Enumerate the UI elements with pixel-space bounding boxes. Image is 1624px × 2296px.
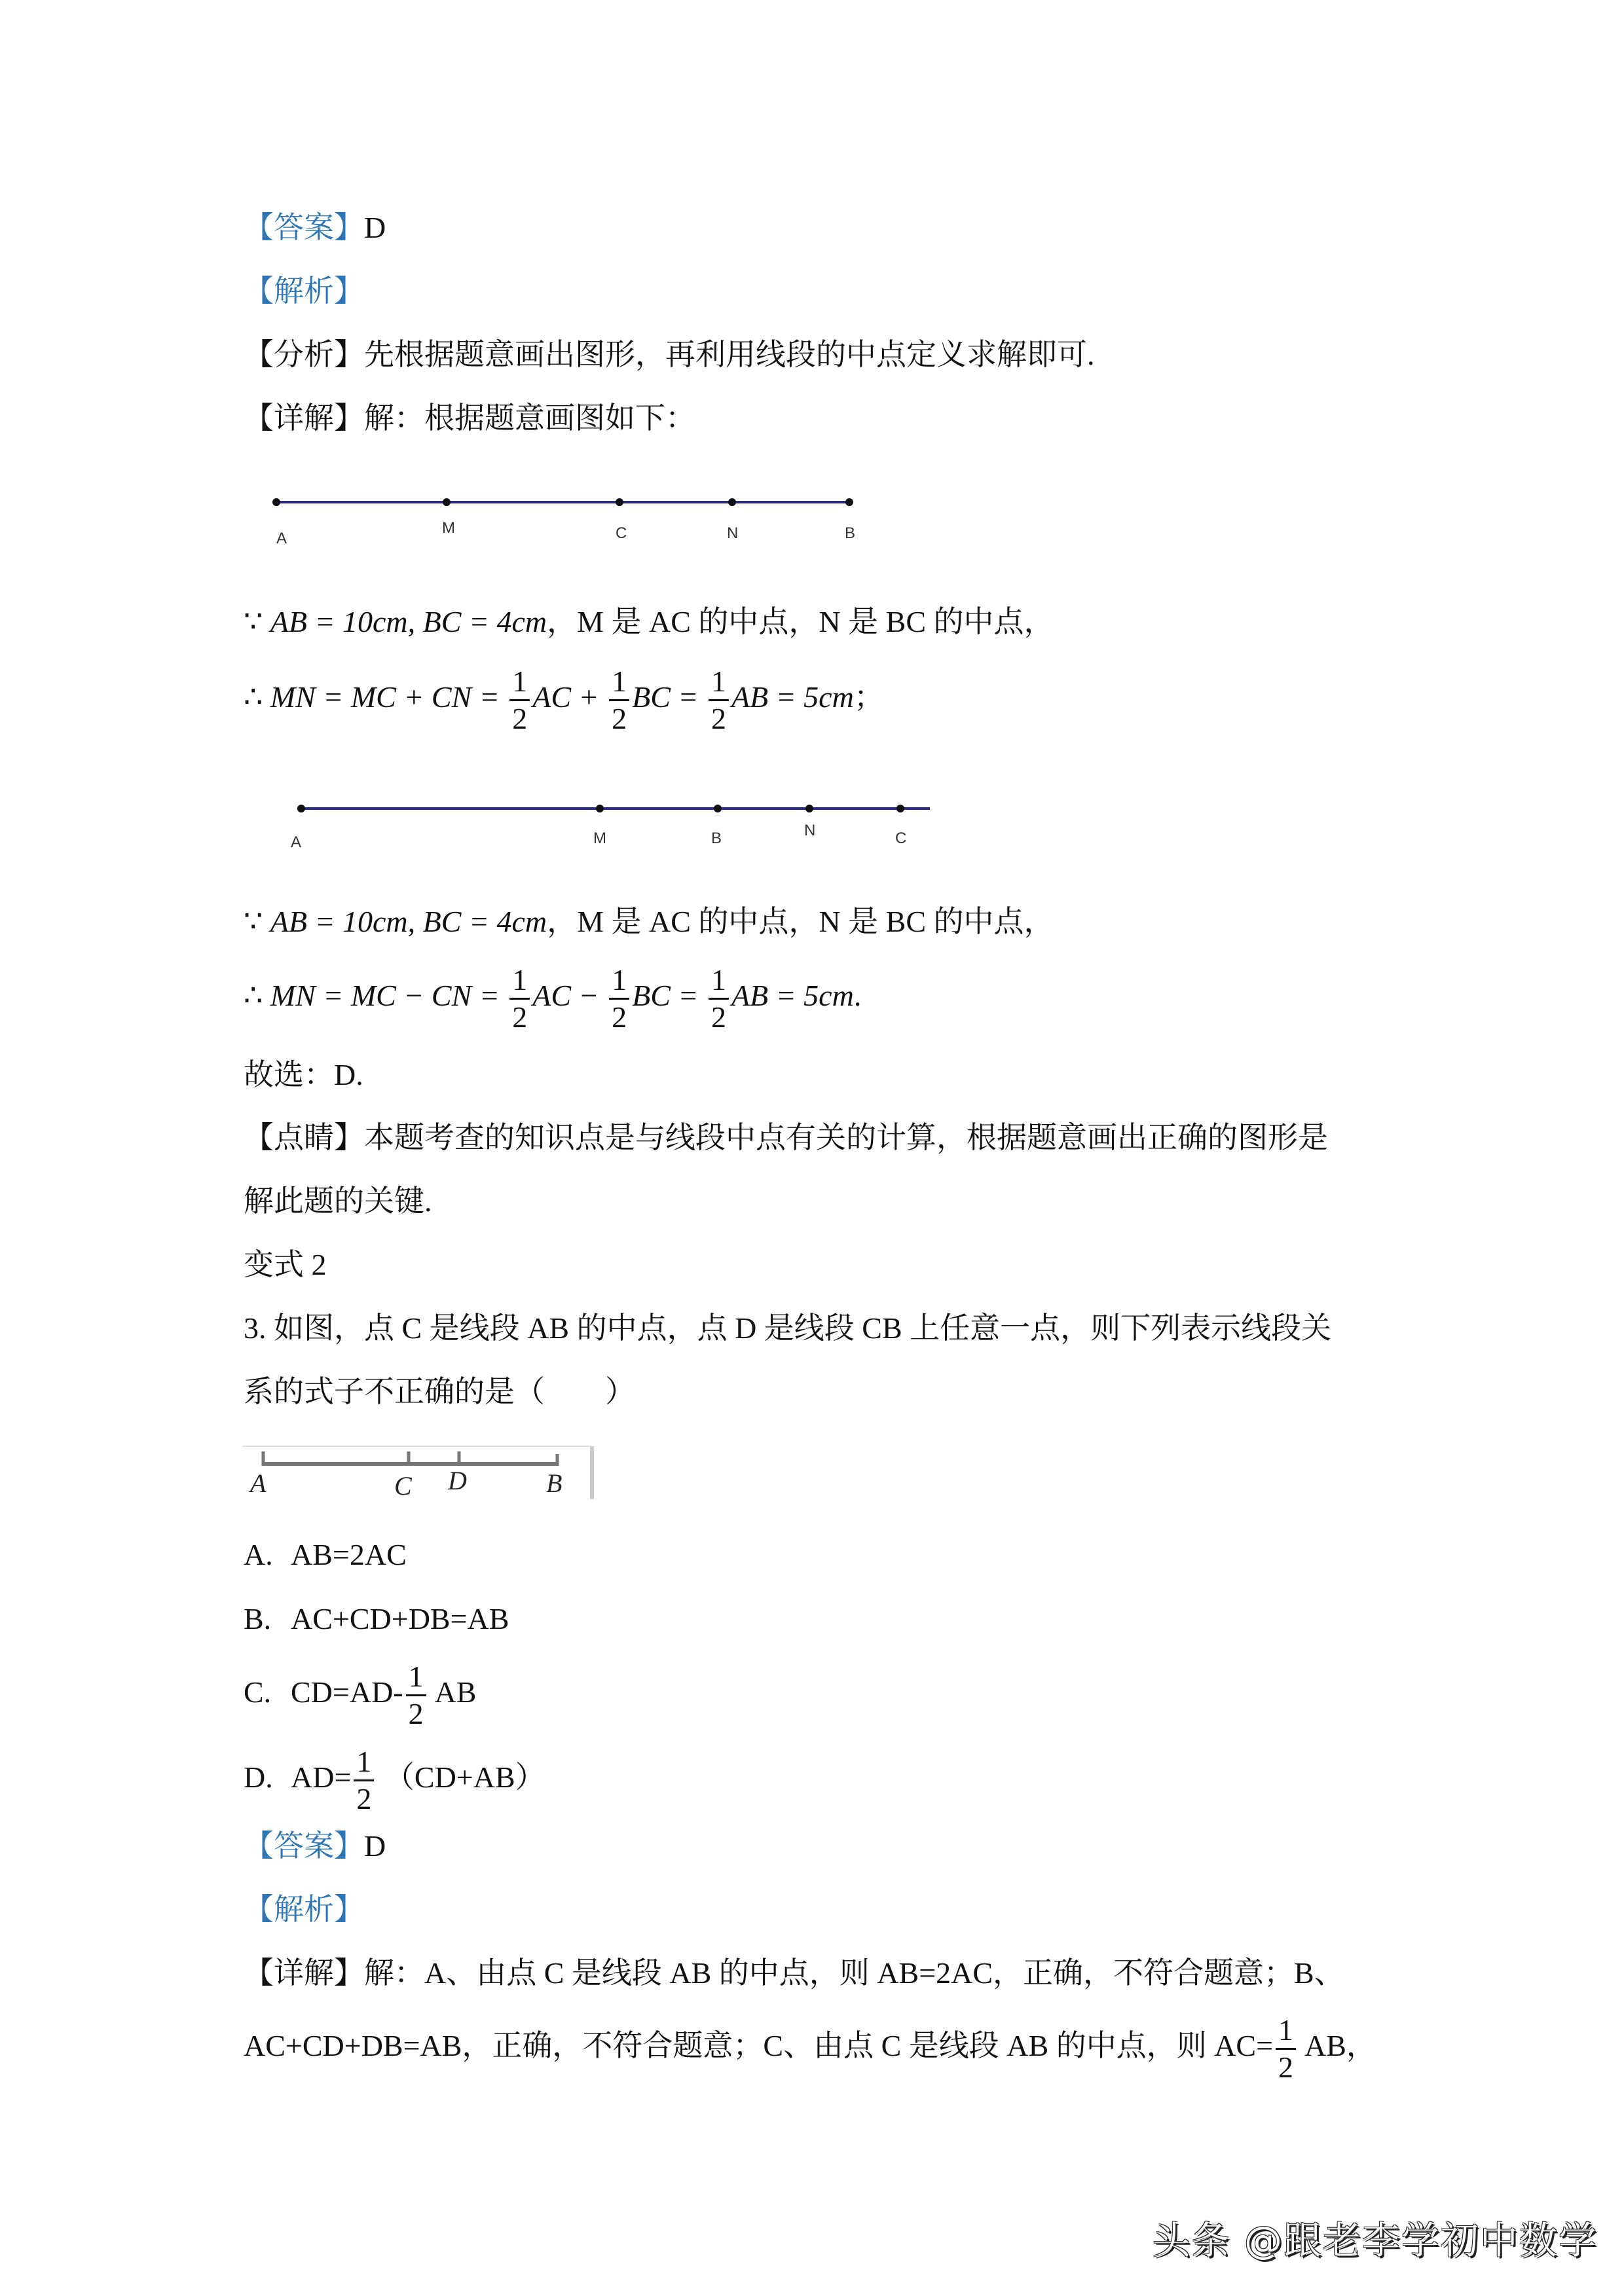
- detail-tag: 【详解】: [244, 1956, 364, 1990]
- segment-figure-1: [262, 478, 891, 550]
- therefore-symbol: ∴: [244, 979, 263, 1012]
- point-label-B: B: [711, 829, 722, 847]
- result-lhs: MN = MC + CN =: [270, 680, 507, 714]
- given-text: ，M 是 AC 的中点，N 是 BC 的中点，: [547, 905, 1054, 938]
- detail-text: 解：A、由点 C 是线段 AB 的中点，则 AB=2AC，正确，不符合题意；B、: [364, 1956, 1344, 1990]
- option-letter: B.: [244, 1602, 272, 1635]
- point-label-D: D: [448, 1466, 467, 1495]
- point-label-A: A: [250, 1468, 267, 1498]
- case2-given: [244, 902, 1054, 941]
- given-formula: AB = 10cm, BC = 4cm: [270, 605, 547, 638]
- option-c: C. CD=AD- $\frac{1}{2}$ AB: [244, 1650, 476, 1735]
- fraction-half: $\frac{1}{2}$: [509, 666, 530, 734]
- fraction-half: $\frac{1}{2}$: [354, 1747, 374, 1814]
- point-label-N: N: [727, 524, 739, 542]
- fenxi-tag: 【分析】: [244, 338, 364, 371]
- answer-tag: 【答案】: [244, 1829, 364, 1863]
- final-choice: 故选：D.: [244, 1058, 363, 1091]
- given-formula: AB = 10cm, BC = 4cm: [270, 905, 547, 938]
- detail-line: [244, 399, 695, 438]
- analysis-tag: 【解析】: [244, 274, 364, 308]
- fraction-half: $\frac{1}{2}$: [609, 965, 629, 1032]
- point-label-M: M: [442, 519, 455, 537]
- variant-detail-line-1: [244, 1954, 1344, 1993]
- fraction-half: $\frac{1}{2}$: [709, 666, 729, 734]
- given-text: ，M 是 AC 的中点，N 是 BC 的中点，: [547, 605, 1054, 638]
- point-label-M: M: [593, 829, 606, 847]
- answer-value: D: [364, 1829, 386, 1863]
- fraction-half: $\frac{1}{2}$: [609, 666, 629, 734]
- variant-detail-line-2: AC+CD+DB=AB，正确，不符合题意；C、由点 C 是线段 AB 的中点，则 AC= $\frac{1}{2}$ AB，: [244, 2013, 1376, 2084]
- question-line-1: 3. 如图，点 C 是线段 AB 的中点，点 D 是线段 CB 上任意一点，则下列表示线段关: [244, 1311, 1332, 1345]
- watermark: 头条 @跟老李学初中数学: [1152, 2218, 1598, 2263]
- fenxi-text: 先根据题意画出图形，再利用线段的中点定义求解即可.: [364, 338, 1095, 371]
- point-label-B: B: [546, 1468, 563, 1498]
- point-label-C: C: [616, 524, 627, 542]
- option-letter: A.: [244, 1538, 273, 1571]
- result-lhs: MN = MC − CN =: [270, 979, 507, 1012]
- variant-title: 变式 2: [244, 1248, 327, 1281]
- dianjing-text: 本题考查的知识点是与线段中点有关的计算，根据题意画出正确的图形是: [364, 1121, 1328, 1154]
- answer-tag: 【答案】: [244, 211, 364, 244]
- option-b: [244, 1599, 509, 1639]
- detail-tag: 【详解】: [244, 401, 364, 435]
- because-symbol: ∵: [244, 605, 263, 638]
- point-label-B: B: [845, 524, 856, 542]
- analysis-heading: [244, 272, 364, 311]
- variant-analysis-heading: [244, 1890, 364, 1929]
- fraction-half: $\frac{1}{2}$: [1276, 2015, 1296, 2083]
- question-line-2: 系的式子不正确的是（ ）: [244, 1375, 635, 1408]
- segment-figure-3: [242, 1444, 609, 1509]
- case1-result: ∴ MN = MC + CN = $\frac{1}{2}$ AC + $\frac{1}{2}$ BC = $\frac{1}{2}$ AB = 5cm；: [244, 664, 884, 735]
- because-symbol: ∵: [244, 905, 263, 938]
- answer-value: D: [364, 211, 386, 244]
- fraction-half: $\frac{1}{2}$: [709, 965, 729, 1032]
- option-text: AC+CD+DB=AB: [291, 1602, 509, 1635]
- fenxi-line: [244, 335, 1095, 374]
- variant-answer-line: [244, 1827, 386, 1866]
- point-label-A: A: [276, 530, 287, 547]
- point-label-N: N: [804, 822, 816, 839]
- therefore-symbol: ∴: [244, 680, 263, 714]
- dianjing-line-1: [244, 1118, 1328, 1157]
- fraction-half: $\frac{1}{2}$: [509, 965, 530, 1032]
- point-label-C: C: [394, 1471, 412, 1501]
- case2-result: ∴ MN = MC − CN = $\frac{1}{2}$ AC − $\frac{1}{2}$ BC = $\frac{1}{2}$ AB = 5cm.: [244, 962, 862, 1034]
- point-label-C: C: [895, 829, 907, 847]
- answer-line: [244, 208, 386, 247]
- option-text: AB=2AC: [291, 1538, 407, 1571]
- option-letter: D.: [244, 1760, 273, 1794]
- fraction-half: $\frac{1}{2}$: [406, 1662, 426, 1729]
- point-label-A: A: [291, 833, 302, 851]
- option-d: D. AD= $\frac{1}{2}$ （CD+AB）: [244, 1735, 545, 1820]
- segment-figure-2: [275, 779, 943, 851]
- detail-text: 解：根据题意画图如下：: [364, 401, 695, 435]
- dianjing-tag: 【点睛】: [244, 1121, 364, 1154]
- dianjing-line-2: 解此题的关键.: [244, 1184, 432, 1218]
- option-letter: C.: [244, 1675, 272, 1709]
- case1-given: [244, 602, 1054, 642]
- option-a: [244, 1535, 407, 1575]
- analysis-tag: 【解析】: [244, 1893, 364, 1926]
